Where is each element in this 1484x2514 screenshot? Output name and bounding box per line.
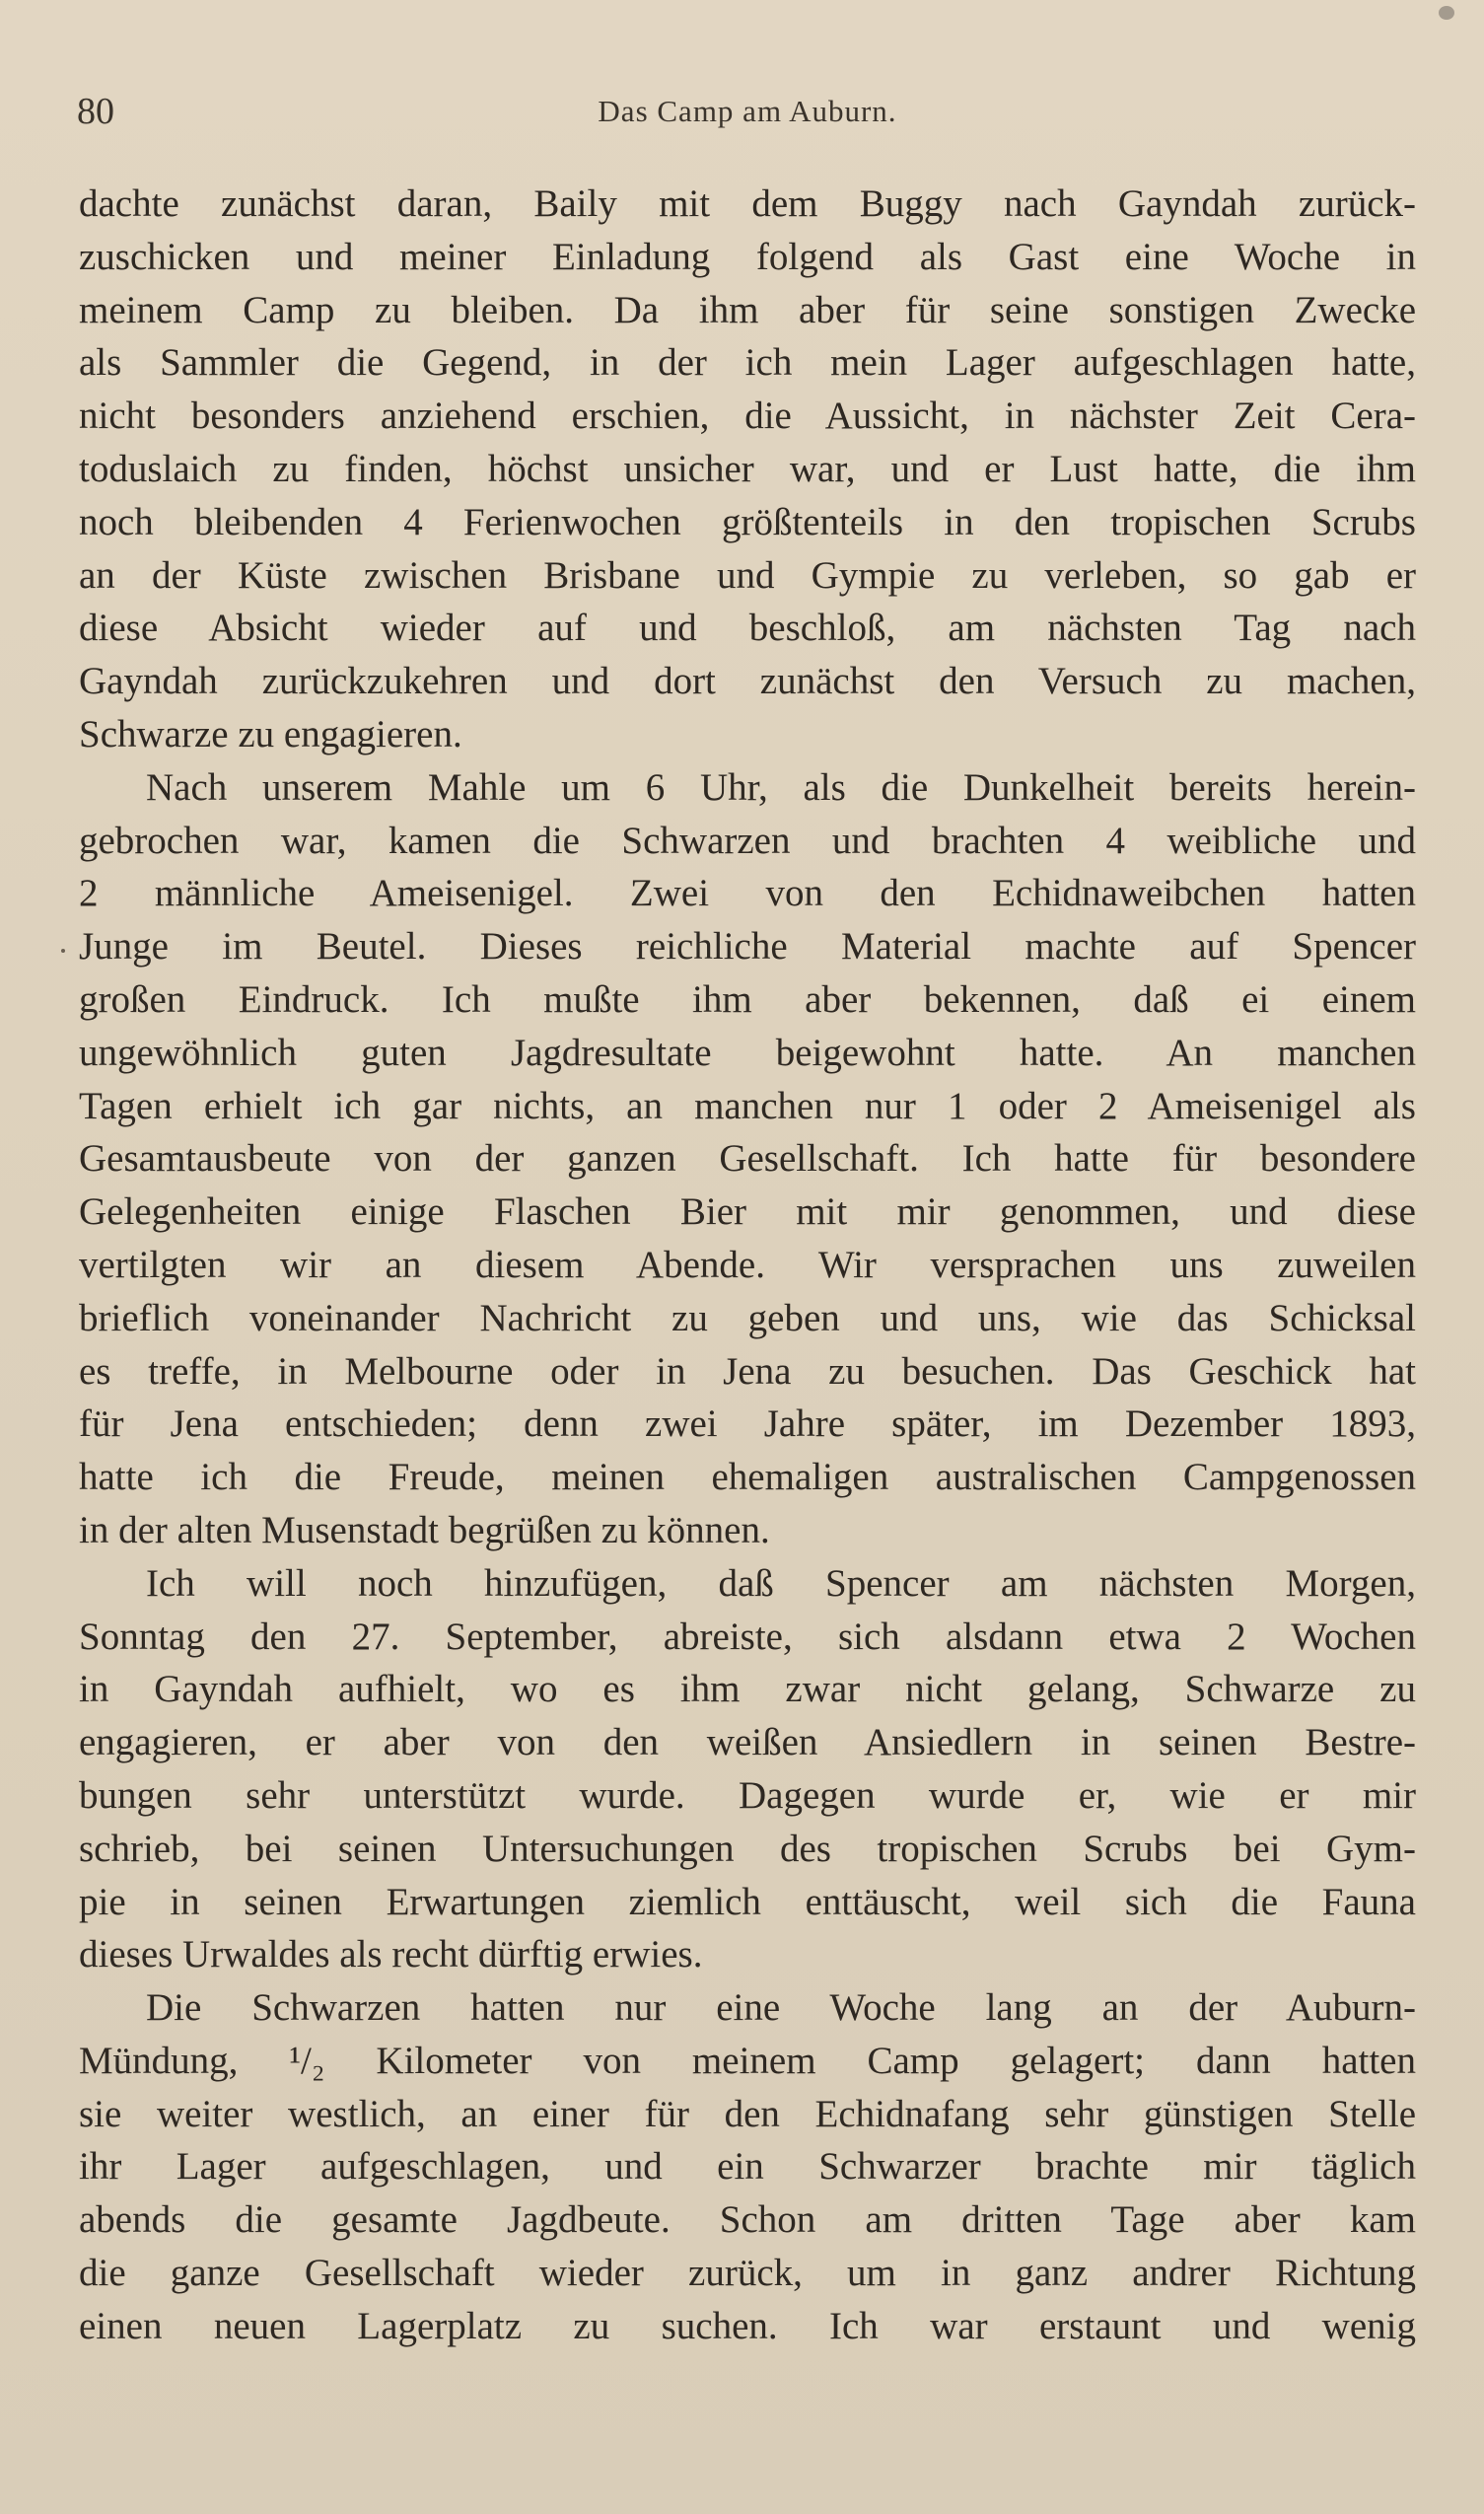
text-line: diese Absicht wieder auf und beschloß, am nächsten Tag nach [79, 607, 1416, 650]
text-line: noch bleibenden 4 Ferienwochen größtenteils in den tropischen Scrubs [79, 500, 1416, 543]
text-line: nicht besonders anziehend erschien, die Aussicht, in nächster Zeit Cera- [79, 395, 1416, 438]
text-line: abends die gesamte Jagdbeute. Schon am dritten Tage aber kam [79, 2198, 1416, 2242]
text-line: Junge im Beutel. Dieses reichliche Material machte auf Spencer [79, 925, 1416, 969]
running-title: Das Camp am Auburn. [598, 94, 897, 128]
text-line: Nach unserem Mahle um 6 Uhr, als die Dunkelheit bereits herein- [146, 765, 1416, 809]
text-line: Ich will noch hinzufügen, daß Spencer am nächsten Morgen, [146, 1561, 1416, 1605]
text-line: schrieb, bei seinen Untersuchungen des tropischen Scrubs bei Gym- [79, 1827, 1416, 1870]
text-line: Schwarze zu engagieren. [79, 712, 462, 755]
text-line: als Sammler die Gegend, in der ich mein Lager aufgeschlagen hatte, [79, 341, 1416, 385]
text-line: Gayndah zurückzukehren und dort zunächst den Versuch zu machen, [79, 660, 1416, 703]
text-line: ungewöhnlich guten Jagdresultate beigewohnt hatte. An manchen [79, 1031, 1416, 1074]
text-line: gebrochen war, kamen die Schwarzen und brachten 4 weibliche und [79, 819, 1416, 862]
body-text [79, 178, 1416, 2353]
margin-mark [61, 949, 65, 953]
text-line: vertilgten wir an diesem Abende. Wir versprachen uns zuweilen [79, 1243, 1416, 1286]
text-line: hatte ich die Freude, meinen ehemaligen australischen Campgenossen [79, 1456, 1416, 1499]
text-line: Sonntag den 27. September, abreiste, sich alsdann etwa 2 Wochen [79, 1615, 1416, 1658]
text-line: dachte zunächst daran, Baily mit dem Buggy nach Gayndah zurück- [79, 182, 1416, 225]
text-line: dieses Urwaldes als recht dürftig erwies. [79, 1933, 703, 1976]
text-line: Gelegenheiten einige Flaschen Bier mit mir genommen, und diese [79, 1190, 1416, 1234]
text-line: sie weiter westlich, an einer für den Echidnafang sehr günstigen Stelle [79, 2092, 1416, 2135]
text-line: engagieren, er aber von den weißen Ansiedlern in seinen Bestre- [79, 1721, 1416, 1764]
text-line: einen neuen Lagerplatz zu suchen. Ich war erstaunt und wenig [79, 2304, 1416, 2347]
text-line: meinem Camp zu bleiben. Da ihm aber für seine sonstigen Zwecke [79, 288, 1416, 331]
running-head [77, 87, 1418, 136]
text-line: Die Schwarzen hatten nur eine Woche lang an der Auburn- [146, 1986, 1416, 2030]
text-line: bungen sehr unterstützt wurde. Dagegen wurde er, wie er mir [79, 1773, 1416, 1817]
text-line: Tagen erhielt ich gar nichts, an manchen nur 1 oder 2 Ameisenigel als [79, 1084, 1416, 1127]
text-line: 2 männliche Ameisenigel. Zwei von den Echidnaweibchen hatten [79, 872, 1416, 915]
text-line: brieflich voneinander Nachricht zu geben und uns, wie das Schicksal [79, 1296, 1416, 1339]
page-number: 80 [77, 91, 114, 132]
text-line: an der Küste zwischen Brisbane und Gympie zu verleben, so gab er [79, 553, 1416, 597]
text-line: Mündung, ¹/₂ Kilometer von meinem Camp gelagert; dann hatten [79, 2039, 1416, 2082]
text-line: in der alten Musenstadt begrüßen zu können. [79, 1508, 770, 1551]
text-line: großen Eindruck. Ich mußte ihm aber bekennen, daß ei einem [79, 977, 1416, 1021]
text-line: die ganze Gesellschaft wieder zurück, um in ganz andrer Richtung [79, 2252, 1416, 2295]
text-line: zuschicken und meiner Einladung folgend als Gast eine Woche in [79, 235, 1416, 278]
text-line: toduslaich zu finden, höchst unsicher war, und er Lust hatte, die ihm [79, 447, 1416, 490]
text-line: in Gayndah aufhielt, wo es ihm zwar nicht gelang, Schwarze zu [79, 1668, 1416, 1711]
text-line: es treffe, in Melbourne oder in Jena zu besuchen. Das Geschick hat [79, 1349, 1416, 1393]
text-line: Gesamtausbeute von der ganzen Gesellschaft. Ich hatte für besondere [79, 1137, 1416, 1181]
text-line: für Jena entschieden; denn zwei Jahre später, im Dezember 1893, [79, 1402, 1416, 1446]
ink-blot [1439, 6, 1454, 20]
text-line: ihr Lager aufgeschlagen, und ein Schwarzer brachte mir täglich [79, 2145, 1416, 2189]
text-line: pie in seinen Erwartungen ziemlich enttäuscht, weil sich die Fauna [79, 1880, 1416, 1923]
